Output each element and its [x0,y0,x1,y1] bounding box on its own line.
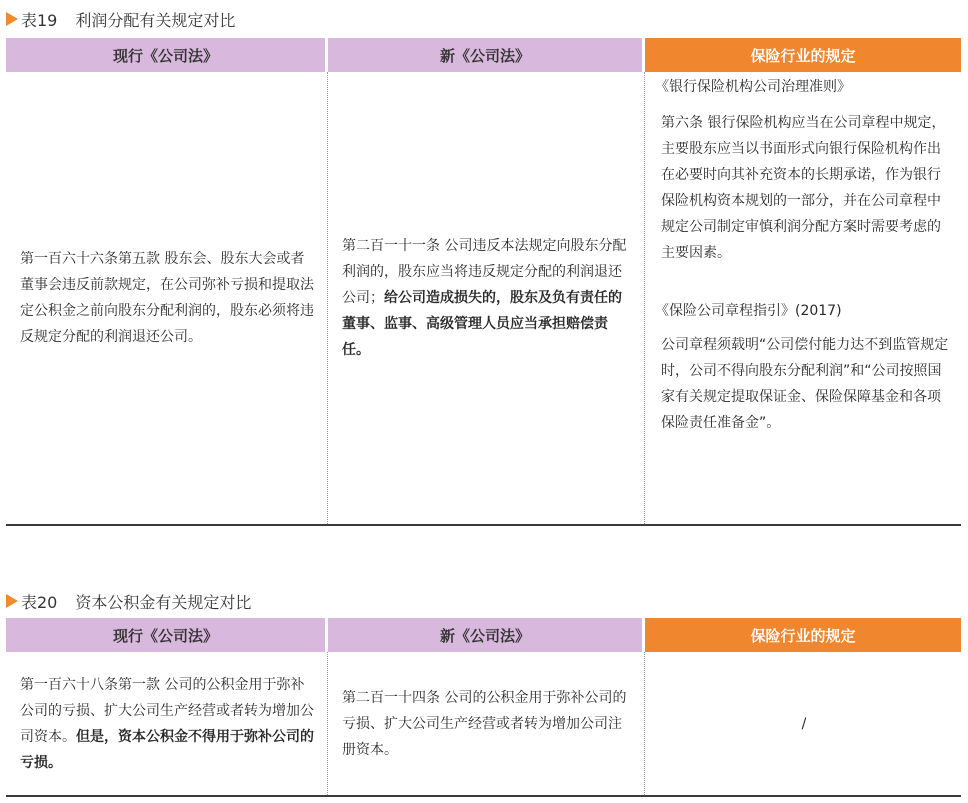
table20-caption [6,586,251,616]
table20-current-law-cell [6,652,327,795]
table19-new-law-cell [327,72,644,524]
table20 [6,618,961,797]
play-triangle-icon [6,594,18,608]
table20-new-law-cell [327,652,644,795]
table20-new-law-text: 第二百一十四条 公司的公积金用于弥补公司的亏损、扩大公司生产经营或者转为增加公司注册资本。 [342,689,627,758]
table19-new-law-normal: 第二百一十一条 公司违反本法规定向股东分配利润的，股东应当将违反规定分配的利润退还公司； [342,238,627,306]
table20-header-insurance: 保险行业的规定 [645,618,961,652]
table20-current-law-bold: 但是，资本公积金不得用于弥补公司的亏损。 [20,728,314,771]
table20-title: 资本公积金有关规定对比 [75,592,252,612]
table19-body-row [6,72,961,524]
table19-caption [6,4,235,34]
table19-insurance-text2: 公司章程须载明“公司偿付能力达不到监管规定时，公司不得向股东分配利润”和“公司按照国家有关规定提取保证金、保险保障基金和各项保险责任准备金”。 [661,337,949,431]
table19-header-row [6,38,961,72]
table19-current-law-text: 第一百六十六条第五款 股东会、股东大会或者董事会违反前款规定，在公司弥补亏损和提取法定公积金之前向股东分配利润的，股东必须将违反规定分配的利润退还公司。 [20,251,314,345]
table20-header-row [6,618,961,652]
table20-body-row [6,652,961,795]
table20-insurance-text: / [801,715,807,732]
table19-header-current-law: 现行《公司法》 [6,38,325,72]
table20-header-current-law: 现行《公司法》 [6,618,325,652]
table20-current-law-text [20,672,317,776]
table19-insurance-title1: 《银行保险机构公司治理准则》 [655,79,851,95]
table19-insurance-title2: 《保险公司章程指引》(2017) [655,303,842,319]
table19-header-new-law: 新《公司法》 [328,38,642,72]
table20-insurance-cell [644,652,961,795]
table19-number: 表19 [21,10,58,30]
table19-current-law-cell [6,72,327,524]
table19-title: 利润分配有关规定对比 [75,10,236,30]
table19-insurance-text1: 第六条 银行保险机构应当在公司章程中规定，主要股东应当以书面形式向银行保险机构作出在必要时向其补充资本的长期承诺，作为银行保险机构资本规划的一部分，并在公司章程中规定公司制定审慎利润分配方案时需要考虑的主要因素。 [661,115,946,261]
table19-new-law-bold: 给公司造成损失的，股东及负有责任的董事、监事、高级管理人员应当承担赔偿责任。 [342,290,622,358]
table19-new-law-text [342,233,634,363]
table20-number: 表20 [21,592,58,612]
play-triangle-icon [6,12,18,26]
table19-header-insurance: 保险行业的规定 [645,38,961,72]
table19 [6,38,961,526]
table20-header-new-law: 新《公司法》 [328,618,642,652]
table20-current-law-normal: 第一百六十八条第一款 公司的公积金用于弥补公司的亏损、扩大公司生产经营或者转为增加公司资本。 [20,676,314,745]
table19-insurance-cell [644,72,961,524]
